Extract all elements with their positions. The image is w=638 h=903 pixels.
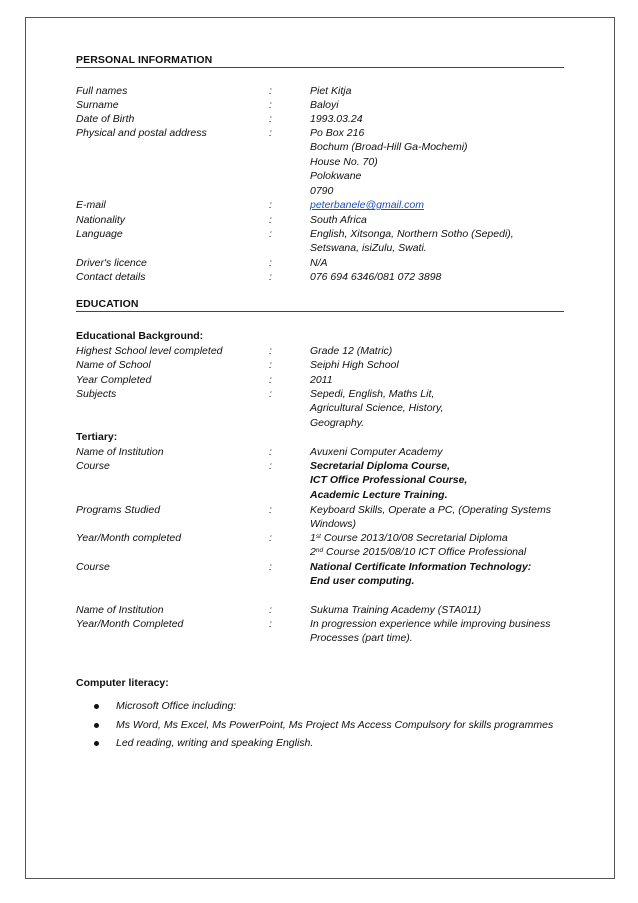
value: Keyboard Skills, Operate a PC, (Operating Systems Windows) (310, 504, 552, 531)
value: English, Xitsonga, Northern Sotho (Sepedi), Setswana, isiZulu, Swati. (310, 228, 514, 255)
educational-background-title: Educational Background: (76, 330, 204, 342)
label: Subjects (76, 388, 117, 400)
label: Course (76, 460, 110, 472)
value (310, 198, 566, 212)
label: E-mail (76, 199, 106, 211)
colon: : (269, 374, 272, 386)
colon: : (269, 504, 272, 516)
label: Name of Institution (76, 604, 164, 616)
value: 1993.03.24 (310, 113, 363, 125)
label: Name of Institution (76, 446, 164, 458)
bullet-icon (94, 741, 99, 746)
value: Po Box 216 Bochum (Broad-Hill Ga-Mochemi) House No. 70) Polokwane 0790 (310, 127, 468, 197)
value: Grade 12 (Matric) (310, 345, 393, 357)
label: Highest School level completed (76, 345, 223, 357)
colon: : (269, 199, 272, 211)
label: Contact details (76, 271, 146, 283)
section-header-education: EDUCATION (76, 298, 564, 312)
colon: : (269, 618, 272, 630)
value: Secretarial Diploma Course, ICT Office Professional Course, Academic Lecture Training. (310, 460, 468, 501)
colon: : (269, 214, 272, 226)
value: South Africa (310, 214, 367, 226)
colon: : (269, 561, 272, 573)
label: Date of Birth (76, 113, 135, 125)
value: Seiphi High School (310, 359, 399, 371)
label: Language (76, 228, 123, 240)
colon: : (269, 257, 272, 269)
label: Name of School (76, 359, 151, 371)
label: Full names (76, 85, 128, 97)
colon: : (269, 113, 272, 125)
value: Baloyi (310, 99, 339, 111)
label: Year/Month Completed (76, 618, 184, 630)
colon: : (269, 388, 272, 400)
email-link[interactable]: peterbanele@gmail.com (310, 199, 424, 211)
colon: : (269, 85, 272, 97)
section-header-personal: PERSONAL INFORMATION (76, 54, 564, 68)
computer-literacy-title: Computer literacy: (76, 677, 169, 689)
value: 2011 (310, 374, 333, 386)
value: Piet Kitja (310, 85, 352, 97)
colon: : (269, 228, 272, 240)
label: Nationality (76, 214, 126, 226)
label: Course (76, 561, 110, 573)
colon: : (269, 532, 272, 544)
value: In progression experience while improving business Processes (part time). (310, 618, 551, 645)
colon: : (269, 99, 272, 111)
value: 1st Course 2013/10/08 Secretarial Diploma 2nd Course 2015/08/10 ICT Office Professional (310, 532, 527, 559)
colon: : (269, 446, 272, 458)
colon: : (269, 127, 272, 139)
label: Year Completed (76, 374, 152, 386)
value: National Certificate Information Technology: End user computing. (310, 561, 532, 588)
bullet-icon (94, 704, 99, 709)
label: Physical and postal address (76, 127, 207, 139)
colon: : (269, 345, 272, 357)
colon: : (269, 604, 272, 616)
label: Surname (76, 99, 119, 111)
bullet-icon (94, 723, 99, 728)
colon: : (269, 359, 272, 371)
label: Year/Month completed (76, 532, 182, 544)
label: Driver's licence (76, 257, 147, 269)
colon: : (269, 460, 272, 472)
colon: : (269, 271, 272, 283)
value: Avuxeni Computer Academy (310, 446, 443, 458)
tertiary-title: Tertiary: (76, 431, 118, 443)
value: 076 694 6346/081 072 3898 (310, 271, 442, 283)
value: Sepedi, English, Maths Lit, Agricultural Science, History, Geography. (310, 388, 444, 429)
label: Programs Studied (76, 504, 161, 516)
value: N/A (310, 257, 328, 269)
value: Sukuma Training Academy (STA011) (310, 604, 482, 616)
